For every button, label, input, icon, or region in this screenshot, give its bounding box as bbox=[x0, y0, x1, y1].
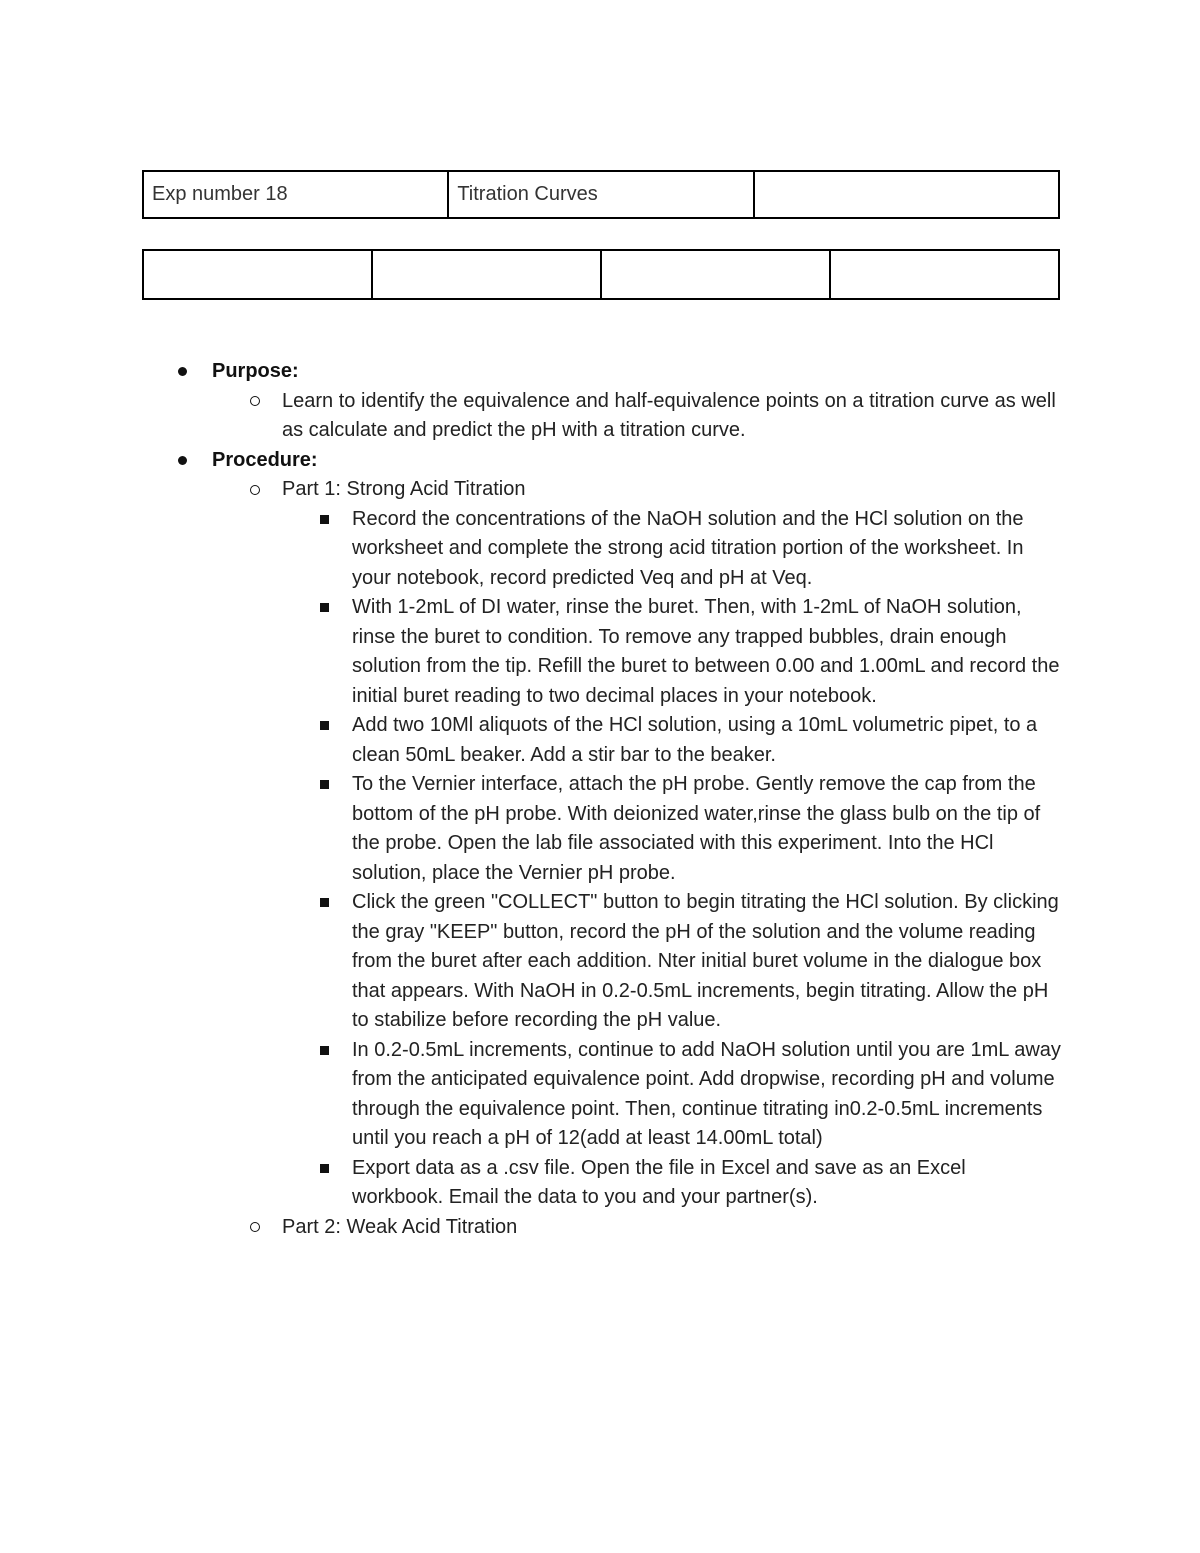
list-item bbox=[0, 593, 1200, 711]
blank-cell bbox=[754, 171, 1059, 218]
list-item bbox=[0, 387, 1200, 446]
table-row bbox=[143, 250, 1059, 299]
exp-number-cell: Exp number 18 bbox=[143, 171, 448, 218]
filled-circle-bullet-icon bbox=[176, 357, 188, 387]
step-text: Export data as a .csv file. Open the file in Excel and save as an Excel workbook. Email the data to you and your partner(s). bbox=[352, 1156, 966, 1208]
exp-title-cell: Titration Curves bbox=[448, 171, 753, 218]
square-bullet-icon bbox=[318, 888, 330, 918]
filled-circle-bullet-icon bbox=[176, 446, 188, 476]
list-item bbox=[0, 1154, 1200, 1213]
header-table-experiment bbox=[142, 170, 1060, 219]
table-row bbox=[143, 171, 1059, 218]
outline bbox=[0, 357, 1200, 1242]
blank-cell bbox=[372, 250, 601, 299]
purpose-section bbox=[0, 357, 1200, 446]
list-item bbox=[0, 1036, 1200, 1154]
purpose-text: Learn to identify the equivalence and half-equivalence points on a titration curve as well as calculate and predict the pH with a titration curve. bbox=[282, 389, 1056, 441]
part-1-item bbox=[0, 475, 1200, 1213]
header-table-blank bbox=[142, 249, 1060, 300]
blank-cell bbox=[143, 250, 372, 299]
part-2-item bbox=[0, 1213, 1200, 1243]
purpose-label: Purpose: bbox=[212, 360, 299, 382]
step-text: With 1-2mL of DI water, rinse the buret. Then, with 1-2mL of NaOH solution, rinse the buret to condition. To remove any trapped bubbles, drain enough solution from the tip. Refill the buret to between 0.00 and 1.00mL and record the initial buret reading to two decimal places in your notebook. bbox=[352, 596, 1060, 707]
list-item bbox=[0, 770, 1200, 888]
purpose-list bbox=[0, 387, 1200, 446]
square-bullet-icon bbox=[318, 711, 330, 741]
part-2-title: Part 2: Weak Acid Titration bbox=[282, 1215, 518, 1238]
square-bullet-icon bbox=[318, 1154, 330, 1184]
hollow-circle-bullet-icon bbox=[248, 387, 262, 417]
list-item bbox=[0, 505, 1200, 594]
blank-cell bbox=[601, 250, 830, 299]
procedure-label: Procedure: bbox=[212, 448, 318, 471]
step-text: In 0.2-0.5mL increments, continue to add NaOH solution until you are 1mL away from the anticipated equivalence point. Add dropwise, recording pH and volume through the equivalence point. Then, continue titrating in0.2-0.5mL increments until you reach a pH of 12(add at least 14.00mL total) bbox=[352, 1038, 1061, 1149]
procedure-list bbox=[0, 475, 1200, 1242]
outline-level-1 bbox=[0, 357, 1200, 1242]
square-bullet-icon bbox=[318, 593, 330, 623]
step-text: Add two 10Ml aliquots of the HCl solution, using a 10mL volumetric pipet, to a clean 50mL beaker. Add a stir bar to the beaker. bbox=[352, 714, 1038, 766]
square-bullet-icon bbox=[318, 1036, 330, 1066]
list-item bbox=[0, 888, 1200, 1036]
square-bullet-icon bbox=[318, 505, 330, 535]
blank-cell bbox=[830, 250, 1059, 299]
step-text: Record the concentrations of the NaOH solution and the HCl solution on the worksheet and complete the strong acid titration portion of the worksheet. In your notebook, record predicted Veq and pH at Veq. bbox=[352, 507, 1024, 589]
square-bullet-icon bbox=[318, 770, 330, 800]
hollow-circle-bullet-icon bbox=[248, 1213, 262, 1243]
step-text: Click the green "COLLECT" button to begin titrating the HCl solution. By clicking the gray "KEEP" button, record the pH of the solution and the volume reading from the buret after each addition. Nter initial buret volume in the dialogue box that appears. With NaOH in 0.2-0.5mL increments, begin titrating. Allow the pH to stabilize before recording the pH value. bbox=[352, 891, 1059, 1031]
procedure-section bbox=[0, 446, 1200, 1243]
hollow-circle-bullet-icon bbox=[248, 475, 262, 505]
part-1-title: Part 1: Strong Acid Titration bbox=[282, 478, 526, 500]
step-text: To the Vernier interface, attach the pH probe. Gently remove the cap from the bottom of the pH probe. With deionized water,rinse the glass bulb on the tip of the probe. Open the lab file associated with this experiment. Into the HCl solution, place the Vernier pH probe. bbox=[352, 773, 1041, 884]
list-item bbox=[0, 711, 1200, 770]
part-1-steps bbox=[0, 505, 1200, 1213]
